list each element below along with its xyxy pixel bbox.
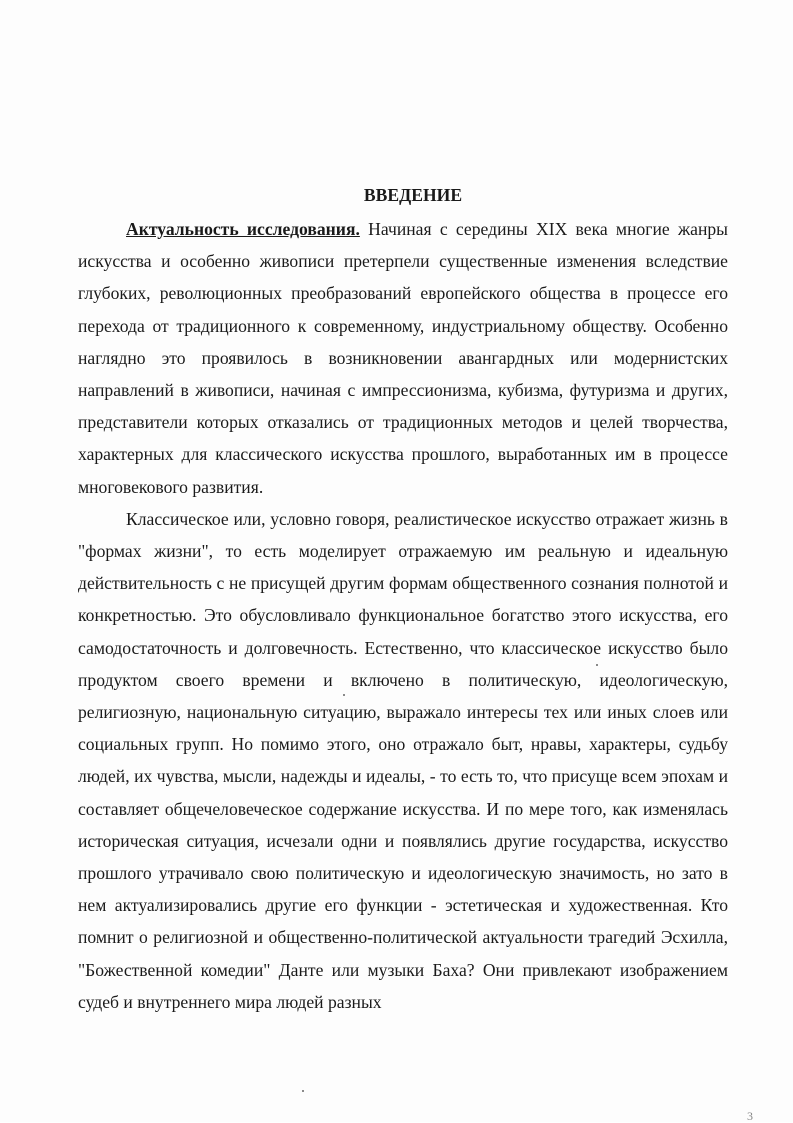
scan-speck (302, 1090, 304, 1092)
page-title: ВВЕДЕНИЕ (363, 185, 463, 205)
paragraph-text: Классическое или, условно говоря, реалистическое искусство отражает жизнь в "формах жизни", то есть моделирует отражаемую им реальную и идеальную действительность с не присущей другим формам общественного сознания полнотой и конкретностью. Это обусловливало функциональное богатство этого искусства, его самодостаточность и долговечность. Естественно, что классическое искусство было продуктом своего времени и включено в политическую, идеологическую, религиозную, национальную ситуацию, выражало интересы тех или иных слоев или социальных групп. Но помимо этого, оно отражало быт, нравы, характеры, судьбу людей, их чувства, мысли, надежды и идеалы, - то есть то, что присуще всем эпохам и составляет общечеловеческое содержание искусства. И по мере того, как изменялась историческая ситуация, исчезали одни и появлялись другие государства, искусство прошлого утрачивало свою политическую и идеологическую значимость, но зато в нем актуализировались другие его функции - эстетическая и художественная. Кто помнит о религиозной и общественно-политической актуальности трагедий Эсхилла, "Божественной комедии" Данте или музыки Баха? Они привлекают изображением судеб и внутреннего мира людей разных (78, 508, 728, 1012)
paragraph-2 (78, 503, 728, 1018)
scan-speck (596, 664, 598, 666)
paragraph-text: Начиная с середины XIX века многие жанры искусства и особенно живописи претерпели существенные изменения вследствие глубоких, революционных преобразований европейского общества в процессе его перехода от традиционного к современному, индустриальному обществу. Особенно наглядно это проявилось в возникновении авангардных или модернистских направлений в живописи, начиная с импрессионизма, кубизма, футуризма и других, представители которых отказались от традиционных методов и целей творчества, характерных для классического искусства прошлого, выработанных им в процессе многовекового развития. (78, 219, 728, 497)
document-body (78, 182, 728, 1018)
paragraph-1 (78, 213, 728, 503)
paragraph-lead: Актуальность исследования. (126, 219, 360, 239)
page-number: 3 (747, 1109, 753, 1123)
scan-speck (343, 694, 345, 696)
